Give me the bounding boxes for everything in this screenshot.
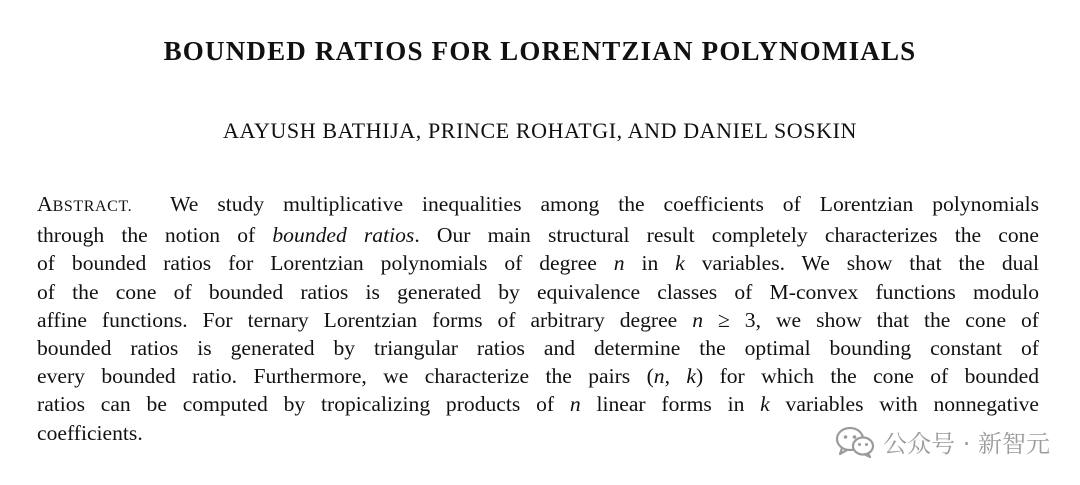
abstract-text: variables with nonnegative	[769, 392, 1039, 417]
abstract-text: affine functions. For ternary Lorentzian forms of arbitrary degree	[37, 307, 693, 332]
abstract-italic: n	[569, 392, 581, 417]
abstract-line	[37, 190, 1039, 221]
paper-title: BOUNDED RATIOS FOR LORENTZIAN POLYNOMIALS	[163, 36, 917, 66]
abstract-text: bounded ratios is generated by triangular ratios and determine the optimal bounding constant of	[37, 336, 1039, 361]
abstract-text: . Our main structural result completely characterizes the cone	[414, 223, 1040, 248]
abstract-text: ) for which the cone of bounded	[695, 364, 1040, 389]
abstract-text: every bounded ratio. Furthermore, we characterize the pairs (	[37, 364, 654, 389]
abstract	[37, 190, 1039, 447]
abstract-text: through the notion of	[37, 223, 273, 248]
abstract-line	[37, 334, 1039, 362]
abstract-text: in	[624, 251, 676, 276]
abstract-italic: bounded ratios	[272, 223, 415, 248]
abstract-text: ≥ 3, we show that the cone of	[703, 307, 1040, 332]
abstract-line	[37, 306, 1039, 334]
abstract-label-initial: A	[37, 192, 53, 216]
abstract-italic: n	[613, 251, 625, 276]
abstract-label	[37, 192, 132, 216]
abstract-text: ,	[664, 364, 687, 389]
abstract-line	[37, 278, 1039, 306]
abstract-text: We study multiplicative inequalities among the coefficients of Lorentzian polynomials	[170, 192, 1039, 216]
abstract-text: of bounded ratios for Lorentzian polynomials of degree	[37, 251, 614, 276]
watermark-text: 公众号 · 新智元	[883, 430, 1050, 458]
abstract-text: coefficients.	[37, 420, 143, 445]
abstract-line	[37, 362, 1039, 390]
abstract-line	[37, 221, 1039, 249]
abstract-italic: k	[675, 251, 685, 276]
abstract-label-rest: BSTRACT.	[52, 198, 133, 215]
paper-authors: AAYUSH BATHIJA, PRINCE ROHATGI, AND DANIEL SOSKIN	[222, 118, 858, 143]
abstract-italic: n	[653, 364, 665, 389]
abstract-text: variables. We show that the dual	[684, 251, 1040, 276]
watermark	[835, 424, 1050, 459]
abstract-line	[37, 390, 1039, 418]
abstract-italic: k	[760, 392, 770, 417]
abstract-text: of the cone of bounded ratios is generated by equivalence classes of M-convex functions modulo	[37, 279, 1039, 304]
abstract-text: ratios can be computed by tropicalizing products of	[37, 392, 570, 417]
abstract-italic: k	[686, 364, 696, 389]
abstract-italic: n	[692, 307, 704, 332]
wechat-icon	[835, 426, 875, 458]
abstract-line	[37, 249, 1039, 277]
abstract-text: linear forms in	[580, 392, 761, 417]
